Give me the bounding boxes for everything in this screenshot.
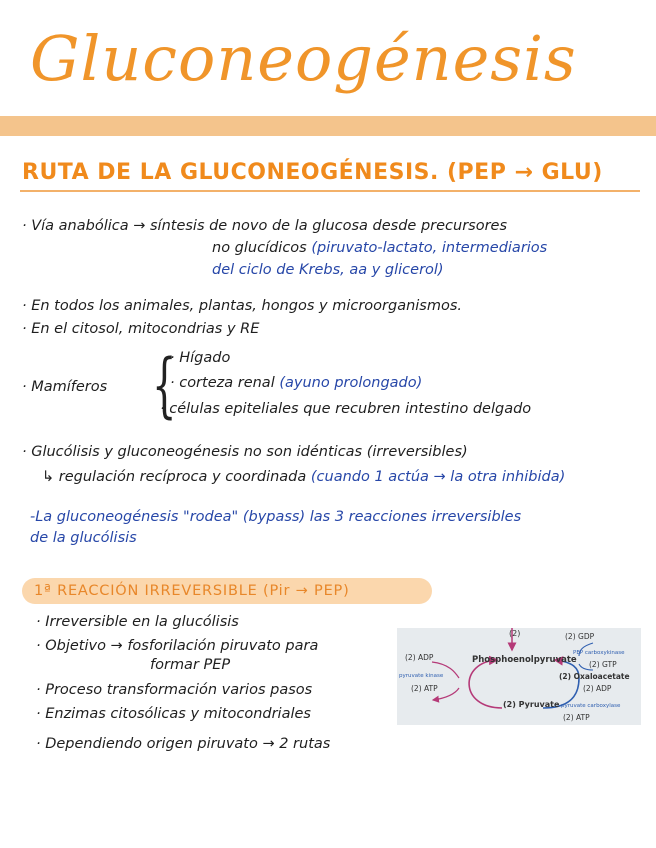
reaction-diagram-svg [397,628,641,725]
fig-pyruvate-carboxylase: pyruvate carboxylase [561,703,621,709]
section-heading-underline [20,190,640,192]
corteza-text: · corteza renal [170,375,280,391]
mamiferos-label: · Mamíferos [22,379,108,395]
regulacion-black: ↳ regulación recíproca y coordinada [42,469,311,485]
fig-right-adp: (2) ADP [583,684,612,693]
fig-right-atp: (2) ATP [563,713,590,722]
reaction-diagram-image [397,628,641,725]
fig-gtp: (2) GTP [589,660,617,669]
fig-pyruvate: (2) Pyruvate [503,700,560,709]
regulacion-blue: (cuando 1 actúa → la otra inhibida) [310,469,566,485]
mamiferos-item-higado: · Hígado [170,350,231,366]
rodea-line1: -La gluconeogénesis "rodea" (bypass) las 3 reacciones irreversibles [30,509,522,525]
section-heading-reaccion: 1ª REACCIÓN IRREVERSIBLE (Pir → PEP) [34,583,350,599]
reaccion-item-proceso: · Proceso transformación varios pasos [36,682,313,698]
via-anabolica-line2 [212,238,547,258]
fig-left-adp: (2) ADP [405,653,434,662]
via-anabolica-line1: · Vía anabólica → síntesis de novo de la glucosa desde precursores [22,218,508,234]
fig-pyruvate-kinase: pyruvate kinase [399,673,444,679]
section-heading-ruta: RUTA DE LA GLUCONEOGÉNESIS. (PEP → GLU) [22,160,603,185]
citosol-line: · En el citosol, mitocondrias y RE [22,321,260,337]
reaccion-item-objetivo-cont: formar PEP [150,657,231,673]
reaccion-item-enzimas: · Enzimas citosólicas y mitocondriales [36,706,311,722]
regulacion-line [42,467,565,487]
mamiferos-item-celulas: · células epiteliales que recubren intestino delgado [160,401,532,417]
ayuno-text: (ayuno prolongado) [279,375,423,391]
reaccion-item-objetivo: · Objetivo → fosforilación piruvato para [36,638,319,654]
via-line2-black: no glucídicos [212,240,312,256]
via-line2-blue: (piruvato-lactato, intermediarios [311,240,548,256]
reaccion-item-dependiendo: · Dependiendo origen piruvato → 2 rutas [36,736,331,752]
pyruvate-kinase-arrow-icon [469,660,502,708]
brace-icon: { [152,344,177,426]
fig-top-num: (2) [509,629,521,638]
fig-gdp: (2) GDP [565,632,595,641]
glucolisis-line: · Glucólisis y gluconeogénesis no son idénticas (irreversibles) [22,444,468,460]
rodea-line2: de la glucólisis [30,530,137,546]
title-underline-band [0,116,656,136]
fig-left-atp: (2) ATP [411,684,438,693]
reaccion-item-irreversible: · Irreversible en la glucólisis [36,614,239,630]
mamiferos-item-corteza [170,373,422,393]
fig-pepck: PEP carboxykinase [573,650,625,656]
page-title: Gluconeogénesis [30,22,577,95]
fig-pep: Phosphoenolpyruvate [472,655,577,665]
fig-oxaloacetate: (2) Oxaloacetate [559,672,630,681]
via-anabolica-line3: del ciclo de Krebs, aa y glicerol) [212,262,444,278]
todos-line: · En todos los animales, plantas, hongos y microorganismos. [22,298,463,314]
